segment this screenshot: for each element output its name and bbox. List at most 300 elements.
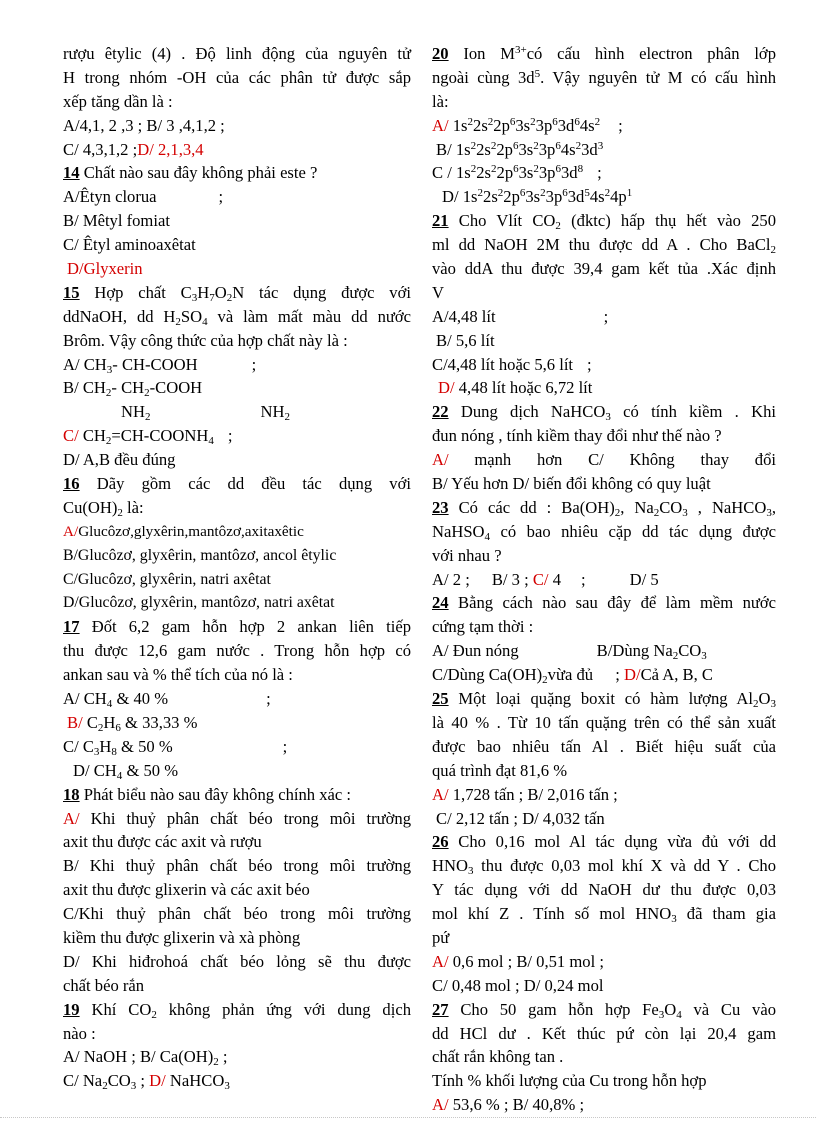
separator: ; (587, 354, 592, 374)
option-b: B/ 5,6 lít (436, 330, 495, 350)
question-text-line (432, 66, 776, 90)
question-text: ml dd NaOH 2M thu được dd A . Cho BaCl (432, 235, 771, 255)
answer-line (432, 639, 776, 663)
option-c: C/Khi thuỷ phân chất béo trong môi trường (63, 904, 411, 924)
answer-line (63, 807, 411, 831)
question-text-line: quá trình đạt 81,6 % (432, 760, 568, 780)
question-text: O (758, 689, 771, 709)
question-text: Chất nào sau đây không phải este ? (79, 163, 318, 183)
question-text: N tác dụng được với (232, 282, 411, 302)
option-d: D/ Khi hiđrohoá chất béo lỏng sẽ thu được (63, 951, 411, 971)
option-c: 4 (548, 569, 561, 589)
question-text: Dung dịch NaHCO (448, 402, 606, 422)
superscript: 2 (497, 187, 504, 200)
question-25 (432, 687, 776, 711)
subscript: 3 (93, 745, 100, 758)
question-number: 23 (432, 497, 449, 517)
orbital-label: 3d (557, 115, 575, 135)
answer-line (63, 376, 411, 400)
superscript: 2 (477, 187, 484, 200)
question-text-line: dd HCl dư . Kết thúc pứ còn lại 20,4 gam (432, 1023, 776, 1043)
question-text: SO (180, 306, 203, 326)
question-14 (63, 161, 411, 185)
option-b: & 33,33 % (120, 712, 198, 732)
question-text: là: (122, 497, 144, 517)
question-text: NaHSO (432, 521, 485, 541)
orbital-label: 2s (476, 139, 491, 159)
option-b: B/ Khi thuỷ phân chất béo trong môi trường (63, 856, 411, 876)
option-c: C/Dùng Ca(OH) (432, 665, 543, 685)
question-27 (432, 998, 776, 1022)
text-line: xếp tăng dần là : (63, 91, 173, 111)
option-d: D/Glucôzơ, glyxêrin, mantôzơ, natri axêtat (63, 594, 335, 612)
option-a: A/ CH (63, 354, 107, 374)
option-d-correct: D/ (623, 665, 641, 685)
separator: ; (218, 187, 224, 207)
answer-line (432, 950, 776, 974)
question-number: 24 (432, 593, 449, 613)
option-a: A/ 2 ; (432, 569, 470, 589)
orbital-label: 3s (525, 187, 541, 207)
option-a: Glucôzơ,glyxêrin,mantôzơ,axitaxêtic (78, 522, 304, 540)
question-number: 26 (432, 832, 449, 852)
separator: ; (282, 736, 288, 756)
option-a-correct: A/ (63, 808, 80, 828)
option-d: D/ CH (73, 760, 117, 780)
question-text: , (771, 497, 776, 517)
question-text: không phản ứng với dung dịch (156, 999, 411, 1019)
question-text: (đktc) hấp thụ hết vào 250 (560, 211, 776, 231)
subscript: 2 (672, 650, 679, 663)
orbital-label: 2p (496, 163, 514, 183)
option-b: CO (678, 641, 702, 661)
option-a-correct: A/ (63, 522, 79, 540)
question-text-line: pứ (432, 927, 450, 947)
subscript: 2 (144, 411, 151, 424)
orbital-label: 4s (579, 115, 595, 135)
answer-line (432, 138, 776, 162)
option-c-cont: kiềm thu được glixerin và xà phòng (63, 927, 301, 947)
option-d: NaHCO (165, 1071, 225, 1091)
electron-config (456, 163, 583, 182)
subscript: 4 (106, 698, 113, 711)
subscript: 2 (555, 220, 561, 233)
question-text: Dãy gồm các dd đều tác dụng với (79, 474, 411, 494)
question-20 (432, 42, 776, 66)
option-d: D/ A,B đều đúng (63, 450, 176, 470)
option-d: D/ 5 (629, 569, 659, 589)
superscript: 6 (562, 187, 568, 200)
superscript: 8 (577, 163, 584, 176)
orbital-label: 4s (560, 139, 576, 159)
orbital-label: 3p (545, 187, 563, 207)
superscript: 6 (552, 115, 558, 128)
superscript: 1 (626, 187, 633, 200)
superscript: 6 (519, 187, 526, 200)
option-c-correct: C/ (532, 569, 549, 589)
question-number: 14 (63, 163, 80, 183)
option-c: C/ Êtyl aminoaxêtat (63, 235, 196, 255)
answer-line (63, 520, 411, 544)
answer-line (432, 185, 776, 209)
orbital-label: 3p (535, 115, 553, 135)
question-text-line: là 40 % . Từ 10 tấn quặng trên có thể sản xuất (432, 712, 776, 732)
answer-line: B/ Yếu hơn D/ biến đổi không có quy luật (432, 474, 711, 494)
subscript: 2 (105, 435, 112, 448)
option-a: - CH-COOH (112, 354, 198, 374)
question-text: Khí CO (79, 999, 152, 1019)
question-text-line (63, 305, 411, 329)
answer-line (432, 305, 776, 329)
superscript: 2 (491, 163, 497, 176)
question-16 (63, 472, 411, 496)
orbital-label: 1s (462, 187, 478, 207)
subscript: 4 (116, 769, 123, 782)
superscript: 2 (470, 163, 477, 176)
option-a-b: 0,6 mol ; B/ 0,51 mol ; (448, 951, 604, 971)
option-c: CH (78, 426, 106, 446)
orbital-label: 2p (496, 139, 513, 159)
question-text: có tính kiềm . Khi (610, 402, 776, 422)
separator: ; (266, 689, 271, 709)
question-number: 19 (63, 999, 80, 1019)
superscript: 5 (584, 187, 590, 200)
amino-groups-line (63, 400, 411, 424)
question-18 (63, 783, 411, 807)
option-d: D/ (442, 187, 459, 207)
option-b-correct: B/ (67, 712, 83, 732)
electron-config (456, 140, 603, 159)
superscript: 2 (530, 115, 536, 128)
subscript: 2 (770, 244, 776, 257)
answer-line (63, 185, 411, 209)
superscript: 3 (597, 139, 604, 152)
electron-config (463, 187, 632, 206)
question-text: Phát biểu nào sau đây không chính xác : (79, 784, 352, 804)
subscript: 3 (701, 650, 707, 663)
question-number: 16 (63, 474, 80, 494)
answer-line: C/ 0,48 mol ; D/ 0,24 mol (432, 975, 604, 995)
subscript: 3 (191, 291, 198, 304)
option-c: C/4,48 lít hoặc 5,6 lít (432, 354, 574, 374)
question-text: Cho Vlít CO (448, 211, 556, 231)
question-text-line: đun nóng , tính kiềm thay đổi như thế nào ? (432, 426, 722, 446)
superscript: 2 (604, 187, 611, 200)
superscript: 6 (574, 115, 580, 128)
question-text-line: với nhau ? (432, 545, 502, 565)
answer-line (432, 663, 776, 687)
question-text: Hợp chất C (79, 282, 192, 302)
option-a: A/ CH (63, 689, 107, 709)
superscript: 2 (487, 115, 494, 128)
option-c: & 50 % (116, 736, 173, 756)
subscript: 4 (208, 435, 214, 448)
superscript: 3+ (514, 44, 527, 56)
left-column (63, 42, 411, 1093)
option-a-correct: A/ (432, 450, 449, 470)
separator: ; (136, 1071, 150, 1091)
answer-line (432, 1093, 776, 1117)
subscript: 4 (676, 1008, 682, 1021)
orbital-label: 1s (452, 115, 468, 135)
question-text-line: vào ddA thu được 39,4 gam kết tủa .Xác định (432, 259, 776, 279)
subscript: 3 (766, 506, 772, 519)
question-19 (63, 998, 411, 1022)
orbital-label: 1s (455, 163, 471, 183)
option-b: -COOH (149, 378, 203, 398)
question-17 (63, 615, 411, 639)
option-c-correct: C/ (63, 426, 79, 446)
question-text-line: được bao nhiêu tấn Al . Biết hiệu suất của (432, 736, 776, 756)
question-text: Có các dd : Ba(OH) (448, 497, 615, 517)
subscript: 2 (144, 387, 150, 400)
answer-line (63, 353, 411, 377)
subscript: 2 (653, 506, 660, 519)
question-text: và làm mất màu dd nước (207, 306, 411, 326)
separator: ; (227, 426, 233, 446)
question-text-line (63, 496, 411, 520)
separator: ; (218, 1047, 228, 1067)
option-b: B/ 3 ; (491, 569, 529, 589)
subscript: 3 (770, 698, 776, 711)
subscript: 2 (102, 1080, 108, 1093)
answer-line (432, 114, 776, 138)
option-a: A/ Đun nóng (432, 641, 519, 661)
superscript: 6 (555, 139, 561, 152)
answer-line (63, 759, 411, 783)
subscript: 4 (484, 530, 491, 543)
option-c: =CH-COONH (111, 426, 209, 446)
question-text: ddNaOH, dd H (63, 306, 176, 326)
orbital-label: 1s (455, 139, 471, 159)
answer-line (432, 161, 776, 185)
subscript: 2 (151, 1008, 157, 1021)
option-a: A/Êtyn clorua (63, 187, 157, 207)
question-text: Một loại quặng boxit có hàm lượng Al (448, 689, 754, 709)
subscript: 2 (213, 1056, 219, 1069)
subscript: 2 (175, 315, 181, 328)
question-text-line (432, 233, 776, 257)
question-text-line: thu được 12,6 gam nước . Trong hỗn hợp có (63, 641, 411, 661)
superscript: 6 (512, 139, 519, 152)
option-c: C/ C (63, 736, 94, 756)
option-d: 4,48 lít hoặc 6,72 lít (454, 378, 593, 398)
orbital-label: 3p (538, 163, 556, 183)
option-d-correct: D/ 2,1,3,4 (137, 139, 204, 159)
question-text-line: là: (432, 91, 449, 111)
subscript: 2 (284, 411, 290, 424)
subscript: 2 (614, 506, 621, 519)
option-b: B/Dùng Na (596, 641, 673, 661)
question-23 (432, 496, 776, 520)
answer-line (432, 783, 776, 807)
question-text-line: cứng tạm thời : (432, 617, 534, 637)
question-text: và Cu vào (681, 999, 776, 1019)
question-text: Cho 50 gam hỗn hợp Fe (448, 999, 659, 1019)
question-text: mol khí Z . Tính số mol HNO (432, 904, 672, 924)
option-a-correct: A/ (432, 1095, 449, 1115)
option-b: B/Glucôzơ, glyxêrin, mantôzơ, ancol êtylic (63, 546, 337, 564)
question-24 (432, 591, 776, 615)
question-text: đã tham gia (676, 904, 777, 924)
option-c: C / (432, 163, 452, 183)
option-a-cont: axit thu được các axit và rượu (63, 832, 262, 852)
amino-group: NH (260, 402, 285, 422)
option-a-correct: A/ (432, 951, 449, 971)
question-text: , NaHCO (687, 497, 767, 517)
question-text: thu được 0,03 mol khí X và dd Y . Cho (473, 856, 776, 876)
option-c: C/ Na (63, 1071, 103, 1091)
subscript: 2 (117, 506, 123, 519)
question-text: , Na (620, 497, 654, 517)
subscript: 3 (224, 1080, 230, 1093)
option-a-correct: A/ (432, 115, 449, 135)
text-line: rượu êtylic (4) . Độ linh động của nguyên tử (63, 44, 411, 63)
question-text-line: chất rắn không tan . (432, 1047, 564, 1067)
question-text: O (664, 999, 677, 1019)
option-d: Cả A, B, C (640, 665, 713, 685)
answer-line (63, 687, 411, 711)
option-b: B/ (436, 139, 452, 159)
question-number: 15 (63, 282, 80, 302)
subscript: 3 (106, 363, 113, 376)
superscript: 2 (470, 139, 477, 152)
question-text-line: nào : (63, 1023, 96, 1043)
option-a-correct: A/ (432, 784, 449, 804)
separator: ; (251, 354, 257, 374)
answer-line (63, 424, 411, 448)
subscript: 2 (97, 721, 104, 734)
question-text: có bao nhiêu cặp dd tác dụng được (490, 521, 776, 541)
option-a-b: 53,6 % ; B/ 40,8% ; (448, 1095, 585, 1115)
subscript: 2 (542, 674, 548, 687)
option-a-c: mạnh hơn C/ Không thay đổi (448, 450, 776, 470)
option-c: CO (107, 1071, 131, 1091)
question-number: 27 (432, 999, 449, 1019)
right-column (432, 42, 776, 1117)
question-text: Ion M (448, 44, 515, 63)
orbital-label: 2s (473, 115, 488, 135)
question-text: Cho 0,16 mol Al tác dụng vừa đủ với dd (448, 832, 776, 852)
option-a: Khi thuỷ phân chất béo trong môi trường (79, 808, 411, 828)
subscript: 3 (605, 411, 611, 424)
superscript: 2 (533, 163, 539, 176)
answer-line: C/ 2,12 tấn ; D/ 4,032 tấn (436, 808, 605, 828)
answer-line (63, 138, 411, 162)
option-c: C/Glucôzơ, glyxêrin, natri axêtat (63, 570, 271, 588)
subscript: 3 (130, 1080, 137, 1093)
superscript: 2 (490, 139, 497, 152)
option-b: B/ CH (63, 378, 106, 398)
footer-divider (0, 1117, 816, 1118)
answer-line (432, 353, 776, 377)
orbital-label: 2s (476, 163, 492, 183)
separator: ; (581, 569, 586, 589)
option-d: & 50 % (122, 760, 179, 780)
question-number: 18 (63, 784, 80, 804)
answer-line (432, 448, 776, 472)
answer-line (63, 711, 411, 735)
superscript: 5 (534, 67, 541, 80)
subscript: 2 (105, 387, 112, 400)
question-text-line: Tính % khối lượng của Cu trong hỗn hợp (432, 1071, 707, 1091)
subscript: 3 (658, 1008, 665, 1021)
separator: ; (618, 115, 623, 135)
orbital-label: 3s (518, 139, 534, 159)
subscript: 6 (115, 721, 121, 734)
question-text-line: Brôm. Vậy công thức của hợp chất này là : (63, 330, 348, 350)
orbital-label: 3d (560, 163, 578, 183)
answer-line: A/4,1, 2 ,3 ; B/ 3 ,4,1,2 ; (63, 115, 225, 135)
orbital-label: 3s (518, 163, 534, 183)
subscript: 7 (209, 291, 215, 304)
question-number: 20 (432, 44, 449, 63)
superscript: 6 (513, 163, 519, 176)
subscript: 3 (671, 913, 677, 926)
orbital-label: 4p (610, 187, 627, 207)
question-text: Đốt 6,2 gam hỗn hợp 2 ankan liên tiếp (79, 617, 411, 637)
option-b: H (103, 712, 116, 732)
orbital-label: 3p (538, 139, 556, 159)
option-a: & 40 % (112, 689, 169, 709)
superscript: 2 (594, 115, 601, 128)
orbital-label: 4s (589, 187, 605, 207)
superscript: 6 (509, 115, 516, 128)
subscript: 8 (111, 745, 117, 758)
text-line: H trong nhóm -OH của các phân tử được sắp (63, 67, 411, 87)
answer-line (63, 1045, 411, 1069)
question-number: 21 (432, 211, 449, 231)
question-number: 25 (432, 689, 449, 709)
superscript: 2 (467, 115, 474, 128)
option-d-correct: D/Glyxerin (67, 259, 143, 279)
question-text-line: V (432, 282, 444, 302)
question-26 (432, 830, 776, 854)
orbital-label: 2p (503, 187, 520, 207)
option-a-b: 1,728 tấn ; B/ 2,016 tấn ; (448, 784, 618, 804)
question-text-line: Y tác dụng với dd NaOH dư thu được 0,03 (432, 880, 776, 900)
subscript: 3 (467, 865, 474, 878)
answer-line (63, 1069, 411, 1093)
answer-line (63, 735, 411, 759)
question-15 (63, 281, 411, 305)
option-a-b: A/ NaOH ; B/ Ca(OH) (63, 1047, 214, 1067)
option-c: vừa đủ (547, 665, 594, 685)
option-d-correct: D/ (438, 378, 455, 398)
option-d-cont: chất béo rắn (63, 975, 145, 995)
question-number: 17 (63, 617, 80, 637)
orbital-label: 3d (567, 187, 585, 207)
question-22 (432, 400, 776, 424)
subscript: 4 (202, 315, 208, 328)
option-b: - CH (111, 378, 145, 398)
answer-line (432, 376, 776, 400)
question-text: có cấu hình electron phân lớp (526, 44, 776, 63)
orbital-label: 2p (493, 115, 510, 135)
superscript: 2 (533, 139, 539, 152)
option-b: B/ Mêtyl fomiat (63, 211, 170, 231)
question-text: H (197, 282, 210, 302)
question-21 (432, 209, 776, 233)
answer-line (432, 568, 776, 592)
subscript: 2 (226, 291, 233, 304)
electron-config (453, 116, 600, 135)
question-text: Cu(OH) (63, 497, 118, 517)
separator: ; (603, 306, 609, 326)
question-text-line (432, 520, 776, 544)
orbital-label: 2s (483, 187, 498, 207)
option-a: A/4,48 lít (432, 306, 496, 326)
